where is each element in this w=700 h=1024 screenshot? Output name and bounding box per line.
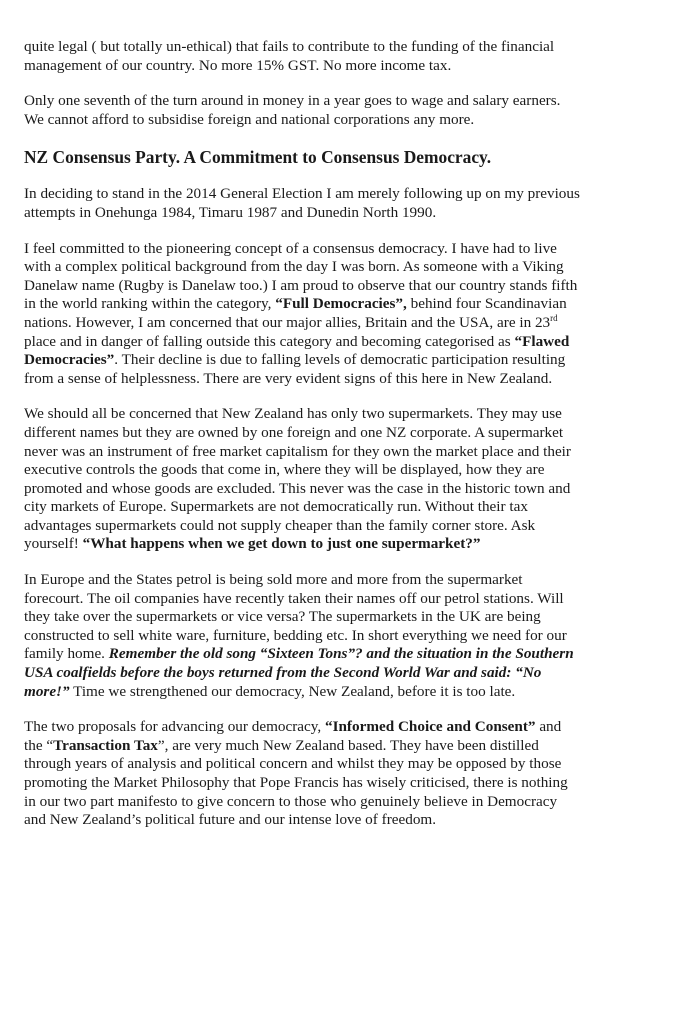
emphasized-text: “Informed Choice and Consent” (324, 718, 536, 736)
emphasized-text: rd (550, 312, 558, 323)
body-paragraph (24, 405, 580, 554)
emphasized-text: Remember the old song “Sixteen Tons”? and the situation in the Southern USA coalfields before the boys returned from the Second World War and said: “No more!” (24, 645, 574, 700)
text-run: . Their decline is due to falling levels of democratic participation resulting from a sense of helplessness. There are very evident signs of this here in New Zealand. (24, 351, 566, 387)
emphasized-text: “What happens when we get down to just one supermarket?” (82, 535, 481, 553)
body-paragraph (24, 718, 580, 830)
text-run: I feel committed to the pioneering concept of a consensus democracy. I have had to live with a complex political background from the day I was born. As someone with a Viking Danelaw name (Rugby is Danelaw too.) I am proud to observe that our country stands fifth in the world ranking within the category, (24, 239, 578, 313)
text-run: In Europe and the States petrol is being sold more and more from the supermarket forecourt. The oil companies have recently taken their names off our petrol stations. Will they take over the supermarkets or vice versa? The supermarkets in the UK are being constructed to sell white ware, furniture, bedding etc. In short everything we need for our family home. (24, 571, 567, 663)
text-run: In deciding to stand in the 2014 General Election I am merely following up on my previous attempts in Onehunga 1984, Timaru 1987 and Dunedin North 1990. (24, 185, 580, 221)
body-paragraph (24, 92, 580, 129)
body-paragraph (24, 571, 580, 701)
body-paragraph (24, 185, 580, 222)
body-paragraph (24, 240, 580, 389)
body-paragraph (24, 38, 580, 75)
text-run: quite legal ( but totally un-ethical) that fails to contribute to the funding of the financial management of our country. No more 15% GST. No more income tax. (24, 38, 555, 74)
text-run: place and in danger of falling outside this category and becoming categorised as (24, 332, 515, 350)
text-run: behind four Scandinavian nations. However, I am concerned that our major allies, Britain and the USA, are in 23 (24, 295, 567, 331)
emphasized-text: “Flawed Democracies” (24, 332, 570, 369)
emphasized-text: Transaction Tax (53, 736, 158, 754)
text-run: We should all be concerned that New Zealand has only two supermarkets. They may use different names but they are owned by one foreign and one NZ corporate. A supermarket never was an instrument of free market capitalism for they own the market place and their executive controls the goods that come in, where they will be displayed, how they are promoted and whose goods are excluded. This never was the case in the historic town and city markets of Europe. Supermarkets are not democratically run. Without their tax advantages supermarkets could not supply cheaper than the family corner store. Ask yourself! (24, 405, 571, 553)
document-page (24, 38, 580, 847)
text-run: Time we strengthened our democracy, New Zealand, before it is too late. (69, 682, 516, 700)
text-run: The two proposals for advancing our democracy, (24, 718, 325, 736)
section-heading (24, 146, 580, 168)
text-run: Only one seventh of the turn around in money in a year goes to wage and salary earners. We cannot afford to subsidise foreign and national corporations any more. (24, 92, 561, 128)
text-run: NZ Consensus Party. A Commitment to Consensus Democracy. (24, 147, 492, 168)
text-run: and the “ (24, 718, 562, 754)
text-run: ”, are very much New Zealand based. They have been distilled through years of analysis and political concern and whilst they may be opposed by those promoting the Market Philosophy that Pope Francis has wisely criticised, there is nothing in our two part manifesto to give concern to those who genuinely believe in Democracy and New Zealand’s political future and our intense love of freedom. (24, 736, 568, 829)
emphasized-text: “Full Democracies”, (275, 295, 407, 313)
